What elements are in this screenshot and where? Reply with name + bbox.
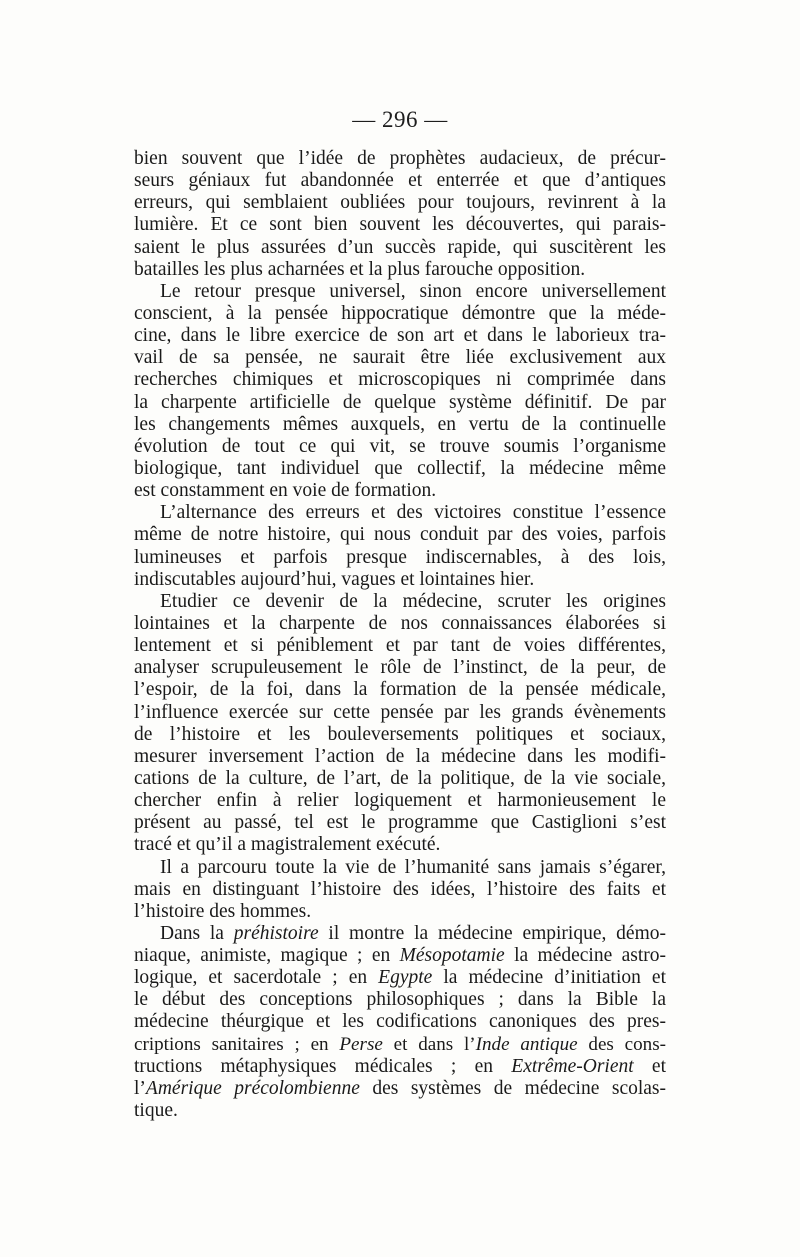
italic-term: Inde antique [475, 1033, 578, 1055]
text-segment: des cons- [577, 1033, 666, 1055]
text-line [134, 1078, 666, 1100]
text-line [134, 901, 666, 923]
text-line [134, 679, 666, 701]
text-segment: est constamment en voie de formation. [134, 480, 437, 502]
text-segment: saient le plus assurées d’un succès rapide, qui suscitèrent les [134, 236, 666, 258]
page-number: — 296 — [352, 107, 448, 132]
text-line [134, 613, 666, 635]
text-line [134, 392, 666, 414]
text-segment: la charpente artificielle de quelque système définitif. De par [134, 391, 666, 413]
text-segment: les changements mêmes auxquels, en vertu de la continuelle [134, 413, 666, 435]
text-line [134, 657, 666, 679]
text-segment: Dans la [160, 922, 234, 944]
text-line [134, 1100, 666, 1122]
text-segment: mesurer inversement l’action de la médecine dans les modifi- [134, 745, 666, 767]
text-segment: l’influence exercée sur cette pensée par les grands évènements [134, 701, 666, 723]
italic-term: Amérique précolombienne [145, 1077, 360, 1099]
text-line [134, 967, 666, 989]
text-segment: tructions métaphysiques médicales ; en [134, 1055, 512, 1077]
body-text [134, 148, 666, 1122]
text-segment: cine, dans le libre exercice de son art et dans le laborieux tra- [134, 325, 666, 347]
text-line [134, 347, 666, 369]
text-line [134, 989, 666, 1011]
text-segment: même de notre histoire, qui nous conduit par des voies, parfois [134, 524, 666, 546]
text-line [134, 879, 666, 901]
text-segment: des systèmes de médecine scolas- [359, 1077, 666, 1099]
text-segment: bien souvent que l’idée de prophètes audacieux, de précur- [134, 148, 666, 169]
text-segment: le début des conceptions philosophiques ; dans la Bible la [134, 989, 666, 1011]
text-line [134, 812, 666, 834]
text-segment: batailles les plus acharnées et la plus farouche opposition. [134, 258, 586, 280]
text-segment: biologique, tant individuel que collectif, la médecine même [134, 457, 666, 479]
text-line [134, 303, 666, 325]
text-line [134, 458, 666, 480]
text-line [134, 480, 666, 502]
text-line [134, 1056, 666, 1078]
text-segment: indiscutables aujourd’hui, vagues et lointaines hier. [134, 568, 535, 590]
text-segment: l’ [134, 1077, 146, 1099]
text-segment: cations de la culture, de l’art, de la politique, de la vie sociale, [134, 767, 666, 789]
italic-term: préhistoire [233, 922, 319, 944]
text-line [134, 1034, 666, 1056]
text-line [134, 569, 666, 591]
text-segment: présent au passé, tel est le programme que Castiglioni s’est [134, 812, 666, 834]
text-segment: et [633, 1055, 666, 1077]
text-segment: Il a parcouru toute la vie de l’humanité sans jamais s’égarer, [160, 856, 666, 878]
text-segment: criptions sanitaires ; en [134, 1033, 340, 1055]
text-line [134, 502, 666, 524]
text-segment: il montre la médecine empirique, démo- [318, 922, 666, 944]
text-segment: la médecine astro- [504, 945, 666, 967]
text-line [134, 547, 666, 569]
text-line [134, 281, 666, 303]
text-segment: logique, et sacerdotale ; en [134, 967, 379, 989]
text-line [134, 702, 666, 724]
italic-term: Mésopotamie [399, 945, 505, 967]
text-segment: l’histoire des hommes. [134, 900, 312, 922]
text-segment: lumière. Et ce sont bien souvent les découvertes, qui parais- [134, 214, 666, 236]
text-segment: chercher enfin à relier logiquement et harmonieusement le [134, 790, 666, 812]
text-line [134, 436, 666, 458]
text-segment: vail de sa pensée, ne saurait être liée exclusivement aux [134, 347, 666, 369]
text-segment: recherches chimiques et microscopiques ni comprimée dans [134, 369, 666, 391]
text-line [134, 214, 666, 236]
text-line [134, 192, 666, 214]
text-line [134, 414, 666, 436]
text-segment: seurs géniaux fut abandonnée et enterrée et que d’antiques [134, 170, 666, 192]
text-segment: lentement et si péniblement et par tant de voies différentes, [134, 635, 666, 657]
text-line [134, 591, 666, 613]
text-segment: conscient, à la pensée hippocratique démontre que la méde- [134, 302, 666, 324]
italic-term: Perse [339, 1033, 383, 1055]
text-line [134, 524, 666, 546]
text-line [134, 237, 666, 259]
italic-term: Egypte [378, 967, 433, 989]
italic-term: Extrême-Orient [511, 1055, 634, 1077]
text-segment: mais en distinguant l’histoire des idées, l’histoire des faits et [134, 878, 666, 900]
text-segment: l’espoir, de la foi, dans la formation de la pensée médicale, [134, 679, 666, 701]
text-segment: évolution de tout ce qui vit, se trouve soumis l’organisme [134, 435, 666, 457]
text-line [134, 746, 666, 768]
text-line [134, 768, 666, 790]
text-line [134, 790, 666, 812]
text-segment: L’alternance des erreurs et des victoires constitue l’essence [160, 502, 666, 524]
text-line [134, 170, 666, 192]
text-line [134, 148, 666, 170]
text-segment: et dans l’ [382, 1033, 476, 1055]
text-segment: médecine théurgique et les codifications canoniques des pres- [134, 1011, 666, 1033]
text-segment: lumineuses et parfois presque indiscernables, à des lois, [134, 546, 666, 568]
text-line [134, 834, 666, 856]
text-line [134, 369, 666, 391]
text-line [134, 945, 666, 967]
text-line [134, 724, 666, 746]
text-segment: niaque, animiste, magique ; en [134, 945, 400, 967]
text-line [134, 325, 666, 347]
text-line [134, 857, 666, 879]
text-line [134, 923, 666, 945]
text-segment: Etudier ce devenir de la médecine, scruter les origines [160, 590, 666, 612]
text-segment: Le retour presque universel, sinon encore universellement [160, 280, 666, 302]
text-segment: erreurs, qui semblaient oubliées pour toujours, revinrent à la [134, 192, 666, 214]
text-segment: analyser scrupuleusement le rôle de l’instinct, de la peur, de [134, 657, 666, 679]
text-segment: tique. [134, 1100, 178, 1122]
text-segment: la médecine d’initiation et [432, 967, 666, 989]
text-segment: de l’histoire et les bouleversements politiques et sociaux, [134, 723, 666, 745]
text-segment: tracé et qu’il a magistralement exécuté. [134, 834, 441, 856]
text-line [134, 1011, 666, 1033]
text-line [134, 259, 666, 281]
text-line [134, 635, 666, 657]
text-segment: lointaines et la charpente de nos connaissances élaborées si [134, 612, 666, 634]
